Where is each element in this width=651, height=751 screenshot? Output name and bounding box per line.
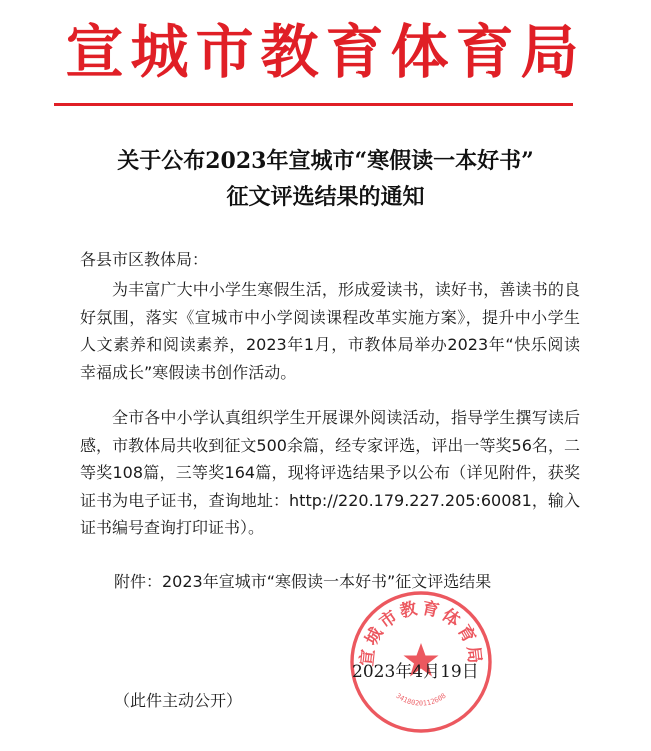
issue-date: 2023年4月19日 [352, 662, 479, 682]
body-paragraph-2: 全市各中小学认真组织学生开展课外阅读活动，指导学生撰写读后感，市教体局共收到征文500余篇，经专家评选，评出一等奖56名，二等奖108篇，三等奖164篇，现将评选结果予以公布（详见附件，获奖证书为电子证书，查询地址：http://220.179.227.205:60081，输入证书编号查询打印证书）。 [80, 408, 580, 538]
attachment-line: 附件：2023年宣城市“寒假读一本好书”征文评选结果 [114, 572, 492, 591]
notice-title-line-2: 征文评选结果的通知 [226, 184, 425, 210]
disclosure-note: （此件主动公开） [114, 691, 243, 710]
body-paragraph-1: 为丰富广大中小学生寒假生活，形成爱读书，读好书，善读书的良好氛围，落实《宣城市中小学阅读课程改革实施方案》，提升中小学生人文素养和阅读素养，2023年1月，市教体局举办2023年“快乐阅读 幸福成长”寒假读书创作活动。 [80, 280, 580, 382]
issuing-authority-masthead: 宣城市教育体育局 [65, 18, 586, 86]
red-header-rule [54, 103, 573, 106]
notice-title-line-1: 关于公布2023年宣城市“寒假读一本好书” [117, 148, 534, 174]
seal-arc-text: 宣城市教育体育局 [357, 598, 485, 668]
seal-serial-number: 3418020112608 [394, 691, 448, 708]
salutation: 各县市区教体局： [80, 250, 209, 269]
